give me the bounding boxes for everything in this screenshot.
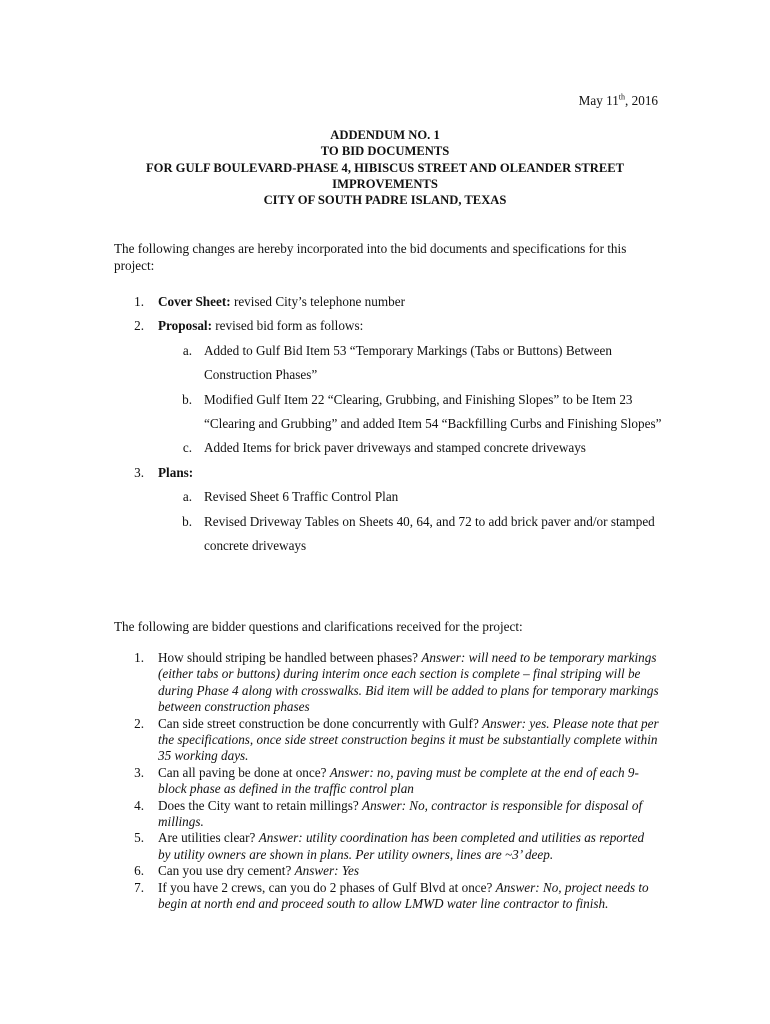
question-number: 7. [134,879,144,895]
subitem-letter: c. [182,440,192,456]
subitem-letter: a. [182,342,192,358]
question-text [114,880,659,913]
question-number: 5. [134,830,144,846]
question: If you have 2 crews, can you do 2 phases of Gulf Blvd at once? [158,879,496,895]
question-text [114,863,659,879]
question-number: 6. [134,863,144,879]
date-year: , 2016 [625,93,658,108]
change-description: revised bid form as follows: [211,318,364,334]
questions-intro: The following are bidder questions and clarifications received for the project: [114,619,523,634]
answer: Answer: yes. Please note that per the specifications, once side street construction begins it must be substantially complete within 35 working days. [158,715,659,764]
heading-line: FOR GULF BOULEVARD-PHASE 4, HIBISCUS STREET AND OLEANDER STREET [145,160,625,175]
question-item [114,765,659,798]
question: How should striping be handled between phases? [158,650,422,665]
change-text [114,290,674,314]
intro-paragraph: The following changes are hereby incorporated into the bid documents and specifications for this project: [114,241,627,273]
subitem-letter: b. [182,513,192,529]
question-text [114,650,659,716]
heading-line: TO BID DOCUMENTS [320,144,450,159]
change-title: Plans: [158,464,194,480]
change-subitem [114,339,674,388]
answer: Answer: Yes [294,863,359,879]
answer: Answer: utility coordination has been completed and utilities as reported by utility owners are shown in plans. Per utility owners, lines are ~3’ deep. [158,830,645,862]
date-day: May 11 [578,93,619,108]
change-description: revised City’s telephone number [230,294,405,309]
question-number: 4. [134,797,144,813]
question-text [114,830,659,863]
subitem-letter: a. [182,489,192,505]
change-subitem [114,436,674,460]
change-text [114,461,674,485]
changes-list [114,290,674,558]
question-item [114,716,659,765]
change-title: Cover Sheet: [158,294,231,309]
subitem-text: Added to Gulf Bid Item 53 “Temporary Markings (Tabs or Buttons) Between Construction Phases” [204,342,612,383]
question: Are utilities clear? [158,830,259,846]
subitem-text: Revised Sheet 6 Traffic Control Plan [204,489,399,505]
change-item [114,290,674,314]
change-item [114,314,674,338]
change-item [114,461,674,485]
heading-line: CITY OF SOUTH PADRE ISLAND, TEXAS [263,193,507,208]
question-item [114,798,659,831]
change-text [114,314,674,338]
question-item [114,830,659,863]
answer: Answer: No, contractor is responsible for disposal of millings. [158,797,643,830]
question-number: 1. [134,650,144,665]
question-item [114,880,659,913]
change-number: 1. [134,294,144,309]
change-number: 3. [134,464,144,480]
answer: Answer: No, project needs to begin at north end and proceed south to allow LMWD water line contractor to finish. [158,879,649,912]
document-heading [110,127,660,208]
change-number: 2. [134,318,144,334]
change-subitem [114,485,674,509]
question: Does the City want to retain millings? [158,797,363,813]
question-item [114,863,659,879]
question-item [114,650,659,716]
question-number: 3. [134,764,144,780]
heading-line: IMPROVEMENTS [332,176,438,191]
answer: Answer: no, paving must be complete at the end of each 9-block phase as defined in the traffic control plan [158,764,639,797]
change-subitem [114,388,674,437]
document-date [579,93,658,109]
questions-list [114,650,659,913]
question-number: 2. [134,715,144,731]
subitem-text: Added Items for brick paver driveways and stamped concrete driveways [204,440,586,456]
question-text [114,798,659,831]
subitem-text: Revised Driveway Tables on Sheets 40, 64, and 72 to add brick paver and/or stamped concrete driveways [204,513,655,554]
question: Can all paving be done at once? [158,764,330,780]
question: Can you use dry cement? [158,863,295,879]
heading-line: ADDENDUM NO. 1 [330,128,440,142]
question-text [114,716,659,765]
change-subitem [114,510,674,559]
question-text [114,765,659,798]
subitem-text: Modified Gulf Item 22 “Clearing, Grubbing, and Finishing Slopes” to be Item 23 “Clearing and Grubbing” and added Item 54 “Backfilling Curbs and Finishing Slopes” [204,391,662,432]
answer: Answer: will need to be temporary markings (either tabs or buttons) during interim once each section is complete – final striping will be during Phase 4 along with crosswalks. Bid item will be added to plans for temporary markings between construction phases [158,650,659,715]
date-suffix: th [618,92,626,102]
change-title: Proposal: [158,318,212,334]
question: Can side street construction be done concurrently with Gulf? [158,715,483,731]
subitem-letter: b. [182,391,192,407]
